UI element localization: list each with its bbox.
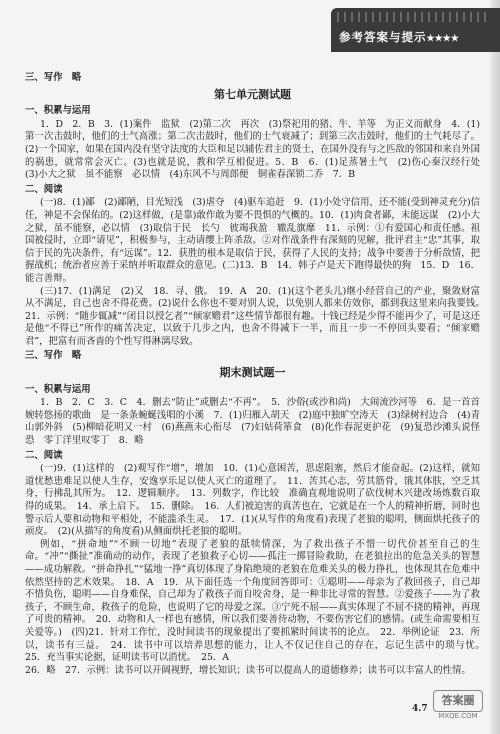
watermark-logo-url: MXQE.COM [438,712,478,720]
watermark-logo [433,690,483,720]
section-heading: 二、阅读 [25,449,63,461]
answer-paragraph: (一)8．(1)鄙 (2)鄙陋，目光短浅 (3)虐夺 (4)驱车追赶 9．(1)小处守信用，还不能(受到神灵充分)信任，神是不会保佑的。(2)这样做，(是靠)敢作敢为要不畏惧的气概的。10．(1)肉食者鄙，未能远谋 (2)小大之狱，虽不能察，必以情 (3)取信于民 长勺 彼竭我盈 辙乱旗靡 11．示例：①有爱国心和责任感。祖国被侵时，立即“请见”，积极参与，主动请缨上阵杀敌。②对作战条件有深刻的见解，批评君主“忠”其事，取信于民的先决条件，有“远谋”。12．获胜的根本是取信于民，获得了人民的支持；战争中要善于分析敌情，把握战机；统治者应善于采纳并听取群众的意见。(二)13．B 14．韩子卢是天下跑得最快的狗 15．D 16．能言善辩。 [25,197,480,284]
test-title: 期末测试题一 [219,366,286,380]
page-edge-strip [490,0,500,734]
page-number: 4.7 [412,704,428,714]
section-heading: 三、写作 略 [25,72,82,83]
answer-paragraph: 1．B 2．C 3．C 4．删去“防止”或删去“不再”。 5．沙俗(或沙和尚) 大闹流沙河等 6．是一首首婉转悠扬的歌曲 是一条条蜿蜒浅唱的小溪 7．(1)归雁入胡天 (2)庭中独旷空涛天 (3)绿树村边合 (4)青山郭外斜 (5)柳暗花明又一村 (6)燕燕未心衔尽 (7)妇姑荷箪食 (8)化作春泥更护花 (9)复恐沙滩头说怪恐 零丁洋里叹零丁 8．略 [25,397,480,447]
header-title [339,29,489,45]
rating-stars-icon: ★★★★ [426,34,459,44]
answer-paragraph: 例如，“拼命地”“不顾一切地”表现了老狼的舐犊情深，为了救出孩子不惜一切代价甚至自己的生命。“冲”“撕扯”准确动的动作，表现了老狼救子心切——孤注一掷冒险救助，在老狼拉出的危急关头的智慧——成功解救。“拼命挣扎”“猛地一挣”真切体现了身陷绝境的老狼在危难关头的极力挣扎，也体现其在危难中依然坚持的艺术效果。 18．A 19．从下面任选一个角度回答即可：①聪明——母亲为了救回孩子，自己却不惜负伤，聪明——自身难保，自己却为了救孩子而自咬舍身，是一种非比寻常的智慧。②爱孩子——为了救孩子，不顾生命，救孩子的危险，也说明了它的母爱之深。③宁死不屈——真实体现了不屈不挠的精神，再现了可贵的精神。 20．动物和人一样也有感情，所以我们要善待动物，不要伤害它们的感情。(或生命需要相互关爱等。) (四)21．针对工作忙，没时间读书的现象提出了要抓紧时间读书的论点。 22．举例论证 23．所以，读书有三益。 24．读书中可以培养思想的能力，让人不仅记住自己的存在，忘记生活中的琐与忧。 25．充当事实论据，证明读书可以消忧。 25．A [25,538,490,664]
answer-paragraph: (三)17．(1)满足 (2)又 18．寻、俄。 19．A 20．(1)(这个老头儿)继小经营自己的产业，聚敛财富从不满足，自己也舍不得花费。(2)说什么你也不要对别人说，以免别人都来仿效你，都到我这里来向我要钱。 21．示例：“随步辄减”“闭目以授乞者”“倾家赡君”这些情节都很有趣。十钱已经是少得不能再少了，可是这还是他“不得已”所作的痛苦决定，以致于几步之内，也舍不得减下一半，而且一步一不停回头要看；“倾家赡君”，把富有而吝啬的个性写得淋漓尽致。 [25,285,490,347]
answer-content [25,70,490,677]
section-heading: 二、阅读 [25,183,63,195]
answer-paragraph: 26．略 27．示例：读书可以开阔视野，增长知识；读书可以提高人的道德修养；读书可以丰富人的性情。 [25,664,471,676]
section-heading: 三、写作 略 [25,350,82,362]
watermark-logo-text: 答案圈 [433,690,483,712]
section-header-tab [331,8,500,52]
header-title-text: 参考答案与提示 [339,30,427,44]
section-heading: 一、积累与运用 [25,383,91,395]
answer-paragraph: (一)9．(1)这样的 (2)观写作“增”，增加 10．(1)心意困苦，思虑阻塞，然后才能奋起。(2)这样，就知道忧愁患难足以使人生存，安逸享乐足以使人灭亡的道理了。 11．苦其心志，劳其筋骨，饿其体肤，空乏其身，行拂乱其所为。 12．逻辑顺序。 13．列数字，作比较 准确直观地说明了砍伐树木兴建改场炼数百取得的成果。 14．承上启下。 15．删除。 16．人们被迫害的真苦也在，它就是在一个人的精神折磨，同时也警示后人要和动物和平相处，不能滥杀生灵。 17．(1)(从写作的角度看)表现了老狼的聪明，侧面烘托孩子的顽皮。 (2)(从描写的角度看)从侧面烘托老狼的聪明。 [25,463,480,538]
answer-paragraph: 1．D 2．B 3．(1)案件 监狱 (2)第二次 再次 (3)祭祀用的猪、牛、羊等 为正义而献身 4．(1)第一次击鼓时，他们的士气高涨；第二次击鼓时，他们的士气衰减了；到第三次击鼓时，他们的士气耗尽了。(2)一个国家，如果在国内没有坚守法度的大臣和足以辅佐君主的贤士，在国外没有与之匹敌的邻国和来自外国的祸患，就常常会灭亡。(3)也就是说，教和学互相促进。5．B 6．(1)足蒸暑土气 (2)伤心秦汉经行处 (3)小大之狱 虽不能察 必以情 (4)东风不与周郎便 铜雀春深锁二乔 7．B [25,118,490,181]
test-title: 第七单元测试题 [214,87,291,101]
section-heading: 一、积累与运用 [25,105,91,117]
header-ruler-decoration [337,12,487,22]
